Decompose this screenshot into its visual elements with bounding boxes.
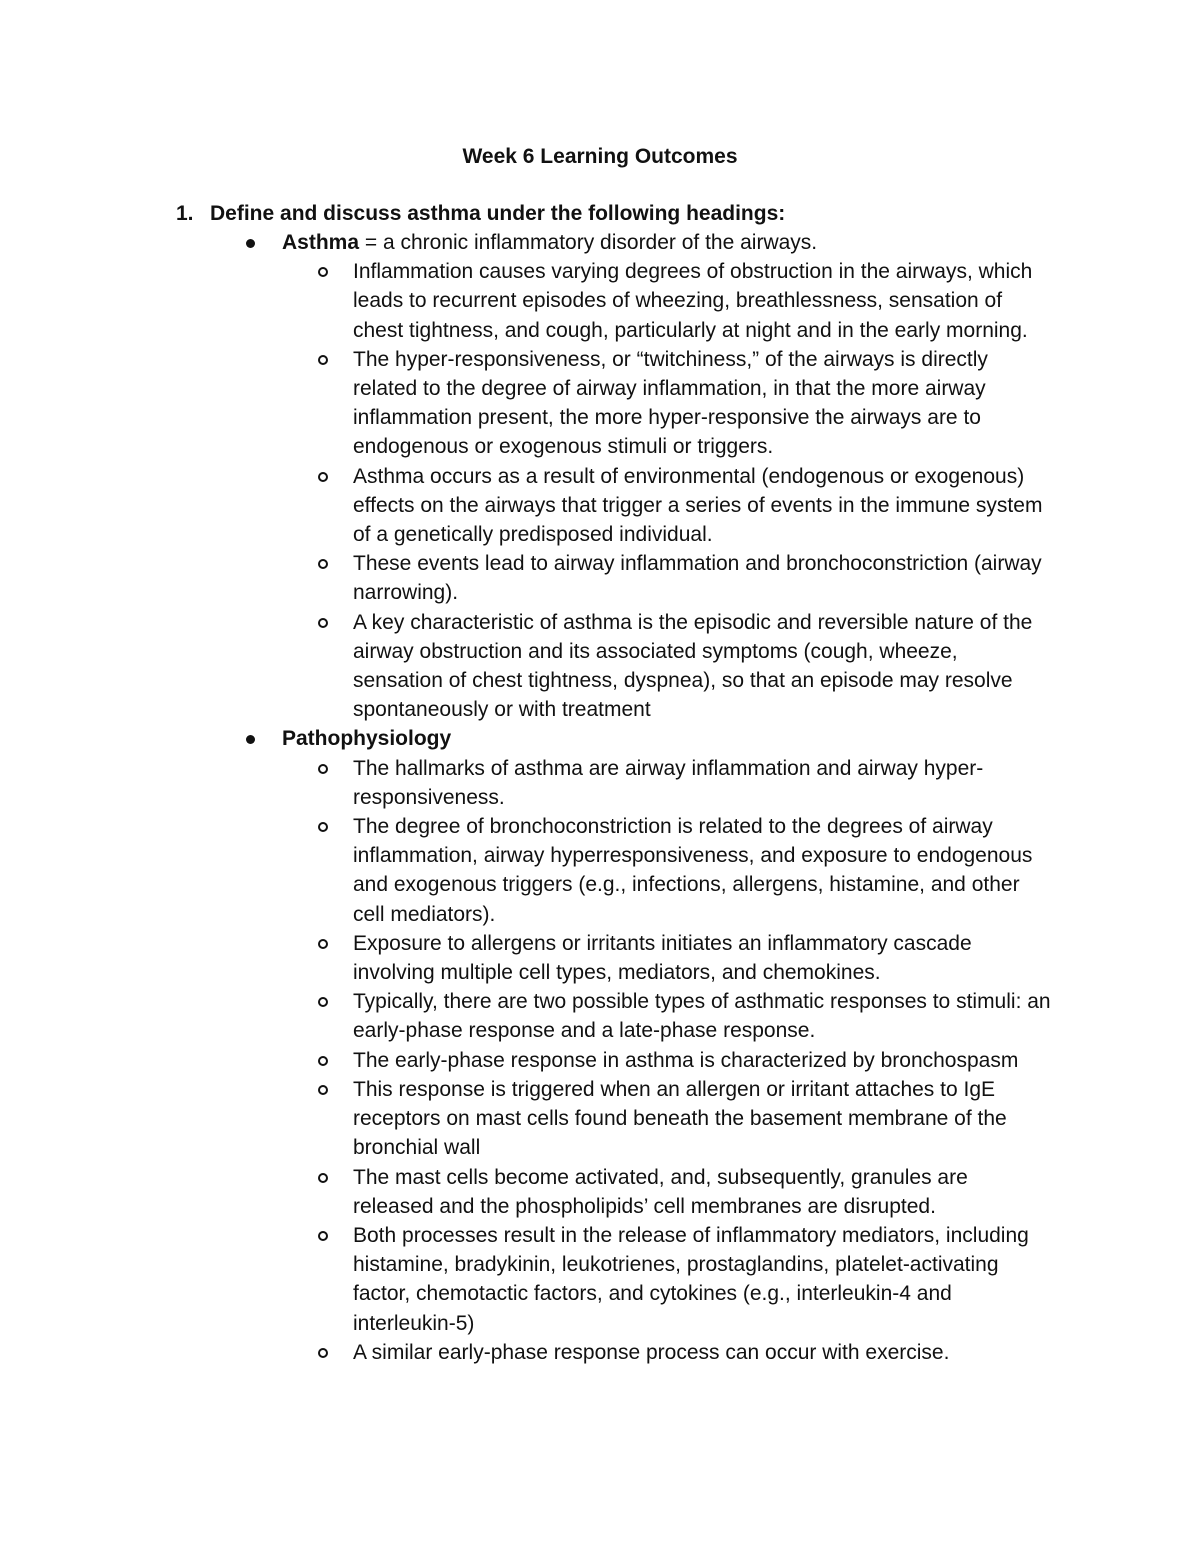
bullet-label: Asthma bbox=[282, 231, 360, 254]
sub-item-text: Exposure to allergens or irritants initiates an inflammatory cascade involving multiple cell types, mediators, and chemokines. bbox=[353, 931, 972, 985]
sub-bullet-icon bbox=[318, 472, 328, 482]
heading-text: Define and discuss asthma under the following headings: bbox=[210, 202, 786, 225]
sub-bullet-icon bbox=[318, 1231, 328, 1241]
sub-item-text: Typically, there are two possible types of asthmatic responses to stimuli: an early-phase response and a late-phase response. bbox=[353, 990, 1051, 1043]
sub-bullet-icon bbox=[318, 822, 328, 832]
sub-item bbox=[0, 929, 1053, 987]
sub-item-text: Inflammation causes varying degrees of obstruction in the airways, which leads to recurrent episodes of wheezing, breathlessness, sensation of chest tightness, and cough, particularly at night and in the early morning. bbox=[353, 260, 1033, 342]
numbered-heading bbox=[176, 199, 1076, 228]
bullet-dot-icon bbox=[246, 735, 255, 744]
bullet-pathophysiology bbox=[0, 724, 1072, 753]
sub-item bbox=[0, 1046, 1053, 1075]
bullet-text: = a chronic inflammatory disorder of the airways. bbox=[359, 231, 818, 254]
sub-item bbox=[0, 549, 1053, 607]
sub-item-text: Both processes result in the release of inflammatory mediators, including histamine, bradykinin, leukotrienes, prostaglandins, platelet-activating factor, chemotactic factors, and cytokines (e.g., interleukin-4 and interleukin-5) bbox=[353, 1223, 1029, 1335]
bullet-asthma bbox=[0, 228, 1072, 257]
sub-item bbox=[0, 1221, 1053, 1338]
sub-bullet-icon bbox=[318, 559, 328, 569]
sub-bullet-icon bbox=[318, 1085, 328, 1095]
sub-item bbox=[0, 462, 1053, 550]
sub-item-text: The early-phase response in asthma is characterized by bronchospasm bbox=[353, 1048, 1019, 1072]
sub-item-text: These events lead to airway inflammation and bronchoconstriction (airway narrowing). bbox=[353, 552, 1042, 605]
sub-item-text: A key characteristic of asthma is the episodic and reversible nature of the airway obstruction and its associated symptoms (cough, wheeze, sensation of chest tightness, dyspnea), so that an episode may resolve spontaneously or with treatment bbox=[353, 610, 1033, 722]
sub-item bbox=[0, 257, 1053, 345]
sub-item bbox=[0, 1338, 1053, 1367]
bullet-dot-icon bbox=[246, 239, 255, 248]
sub-item bbox=[0, 345, 1053, 462]
sub-item bbox=[0, 812, 1053, 929]
heading-number: 1. bbox=[176, 202, 194, 225]
sub-bullet-icon bbox=[318, 1056, 328, 1066]
sub-item-text: The hyper-responsiveness, or “twitchiness,” of the airways is directly related to the degree of airway inflammation, in that the more airway inflammation present, the more hyper-responsive the airways are to endogenous or exogenous stimuli or triggers. bbox=[353, 347, 988, 459]
page-title: Week 6 Learning Outcomes bbox=[462, 145, 738, 168]
sub-item bbox=[0, 987, 1053, 1045]
sub-item-text: A similar early-phase response process can occur with exercise. bbox=[353, 1340, 950, 1364]
sub-item-text: The degree of bronchoconstriction is related to the degrees of airway inflammation, airway hyperresponsiveness, and exposure to endogenous and exogenous triggers (e.g., infections, allergens, histamine, and other cell mediators). bbox=[353, 815, 1033, 926]
sub-bullet-icon bbox=[318, 764, 328, 774]
sub-item-text: This response is triggered when an allergen or irritant attaches to IgE receptors on mast cells found beneath the basement membrane of the bronchial wall bbox=[353, 1077, 1007, 1160]
sub-item bbox=[0, 1163, 1053, 1221]
sub-item bbox=[0, 754, 1053, 812]
sub-item bbox=[0, 1075, 1053, 1163]
sub-item-text: The hallmarks of asthma are airway inflammation and airway hyper-responsiveness. bbox=[353, 756, 984, 809]
sub-item-text: Asthma occurs as a result of environmental (endogenous or exogenous) effects on the airways that trigger a series of events in the immune system of a genetically predisposed individual. bbox=[353, 464, 1043, 547]
sub-item bbox=[0, 608, 1053, 725]
sub-bullet-icon bbox=[318, 618, 328, 628]
sub-bullet-icon bbox=[318, 1348, 328, 1358]
sub-bullet-icon bbox=[318, 355, 328, 365]
sub-item-text: The mast cells become activated, and, subsequently, granules are released and the phospholipids’ cell membranes are disrupted. bbox=[353, 1165, 968, 1218]
sub-bullet-icon bbox=[318, 997, 328, 1007]
sub-bullet-icon bbox=[318, 267, 328, 277]
sub-bullet-icon bbox=[318, 939, 328, 949]
bullet-label: Pathophysiology bbox=[282, 727, 452, 751]
outline-content bbox=[0, 228, 1200, 1367]
sub-bullet-icon bbox=[318, 1173, 328, 1183]
